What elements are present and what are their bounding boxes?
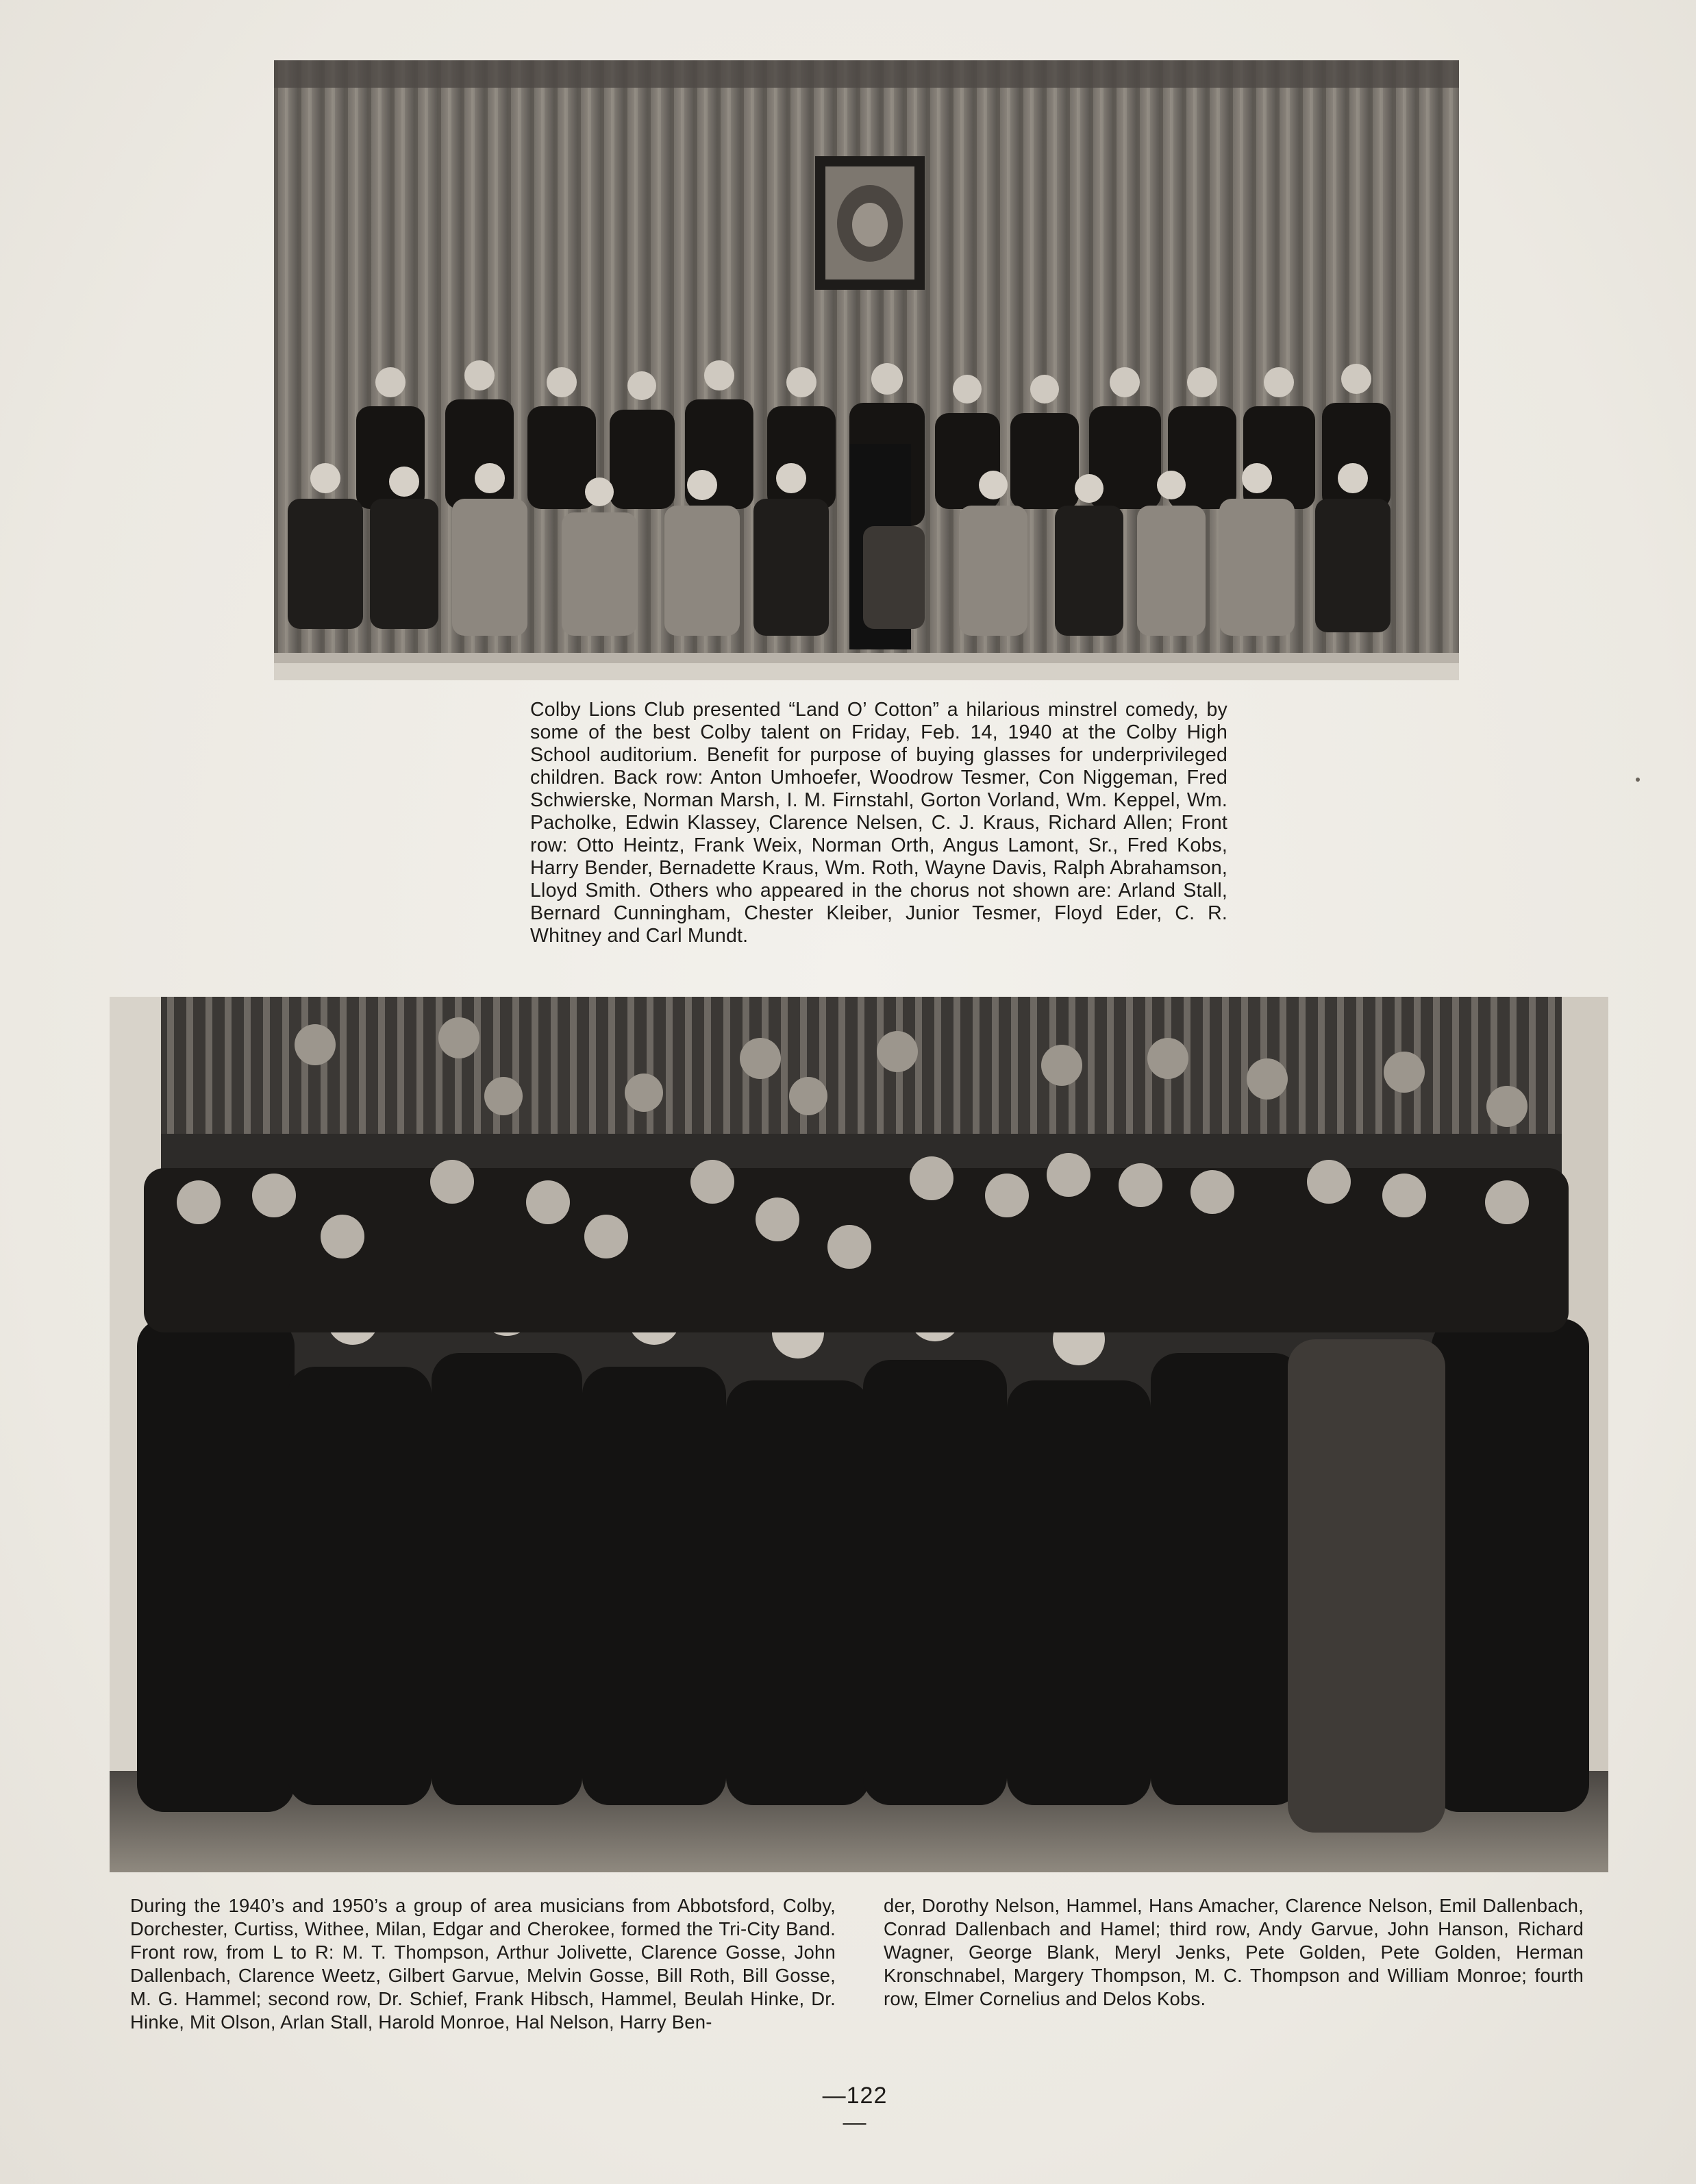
caption-tri-city-band-left: During the 1940’s and 1950’s a group of area musicians from Abbotsford, Colby, Dorchester, Curtiss, Withee, Milan, Edgar and Cherokee, formed the Tri-City Band. Front row, from L to R: M. T. Thompson, Arthur Jolivette, Clarence Gosse, John Dallenbach, Clarence Weetz, Gilbert Garvue, Melvin Gosse, Bill Roth, Bill Gosse, M. G. Hammel; second row, Dr. Schief, Frank Hibsch, Hammel, Beulah Hinke, Dr. Hinke, Mit Olson, Arlan Stall, Harold Monroe, Hal Nelson, Harry Ben-	[130, 1895, 836, 2033]
caption-lions-club: Colby Lions Club presented “Land O’ Cotton” a hilarious minstrel comedy, by some of the best Colby talent on Friday, Feb. 14, 1940 at the Colby High School auditorium. Benefit for purpose of buying glasses for underprivileged children. Back row: Anton Umhoefer, Woodrow Tesmer, Con Niggeman, Fred Schwierske, Norman Marsh, I. M. Firnstahl, Gorton Vorland, Wm. Keppel, Wm. Pacholke, Edwin Klassey, Clarence Nelsen, C. J. Kraus, Richard Allen; Front row: Otto Heintz, Frank Weix, Norman Orth, Angus Lamont, Sr., Fred Kobs, Harry Bender, Bernadette Kraus, Wm. Roth, Wayne Davis, Ralph Abrahamson, Lloyd Smith. Others who appeared in the chorus not shown are: Arland Stall, Bernard Cunningham, Chester Kleiber, Junior Tesmer, Floyd Eder, C. R. Whitney and Carl Mundt.	[530, 699, 1227, 947]
page-number: —122—	[822, 2083, 888, 2135]
photo-top-drawing	[274, 60, 1459, 680]
caption-tri-city-band-right: der, Dorothy Nelson, Hammel, Hans Amacher, Clarence Nelson, Emil Dallenbach, Conrad Dallenbach and Hamel; third row, Andy Garvue, John Hanson, Richard Wagner, George Blank, Meryl Jenks, Pete Golden, Pete Golden, Herman Kronschnabel, Margery Thompson, M. C. Thompson and William Monroe; fourth row, Elmer Cornelius and Delos Kobs.	[884, 1895, 1584, 2009]
photo-lions-club-minstrel-cast	[274, 60, 1459, 680]
photo-bottom-drawing	[110, 997, 1608, 1872]
paper-speck	[1636, 778, 1640, 782]
photo-tri-city-band	[110, 997, 1608, 1872]
